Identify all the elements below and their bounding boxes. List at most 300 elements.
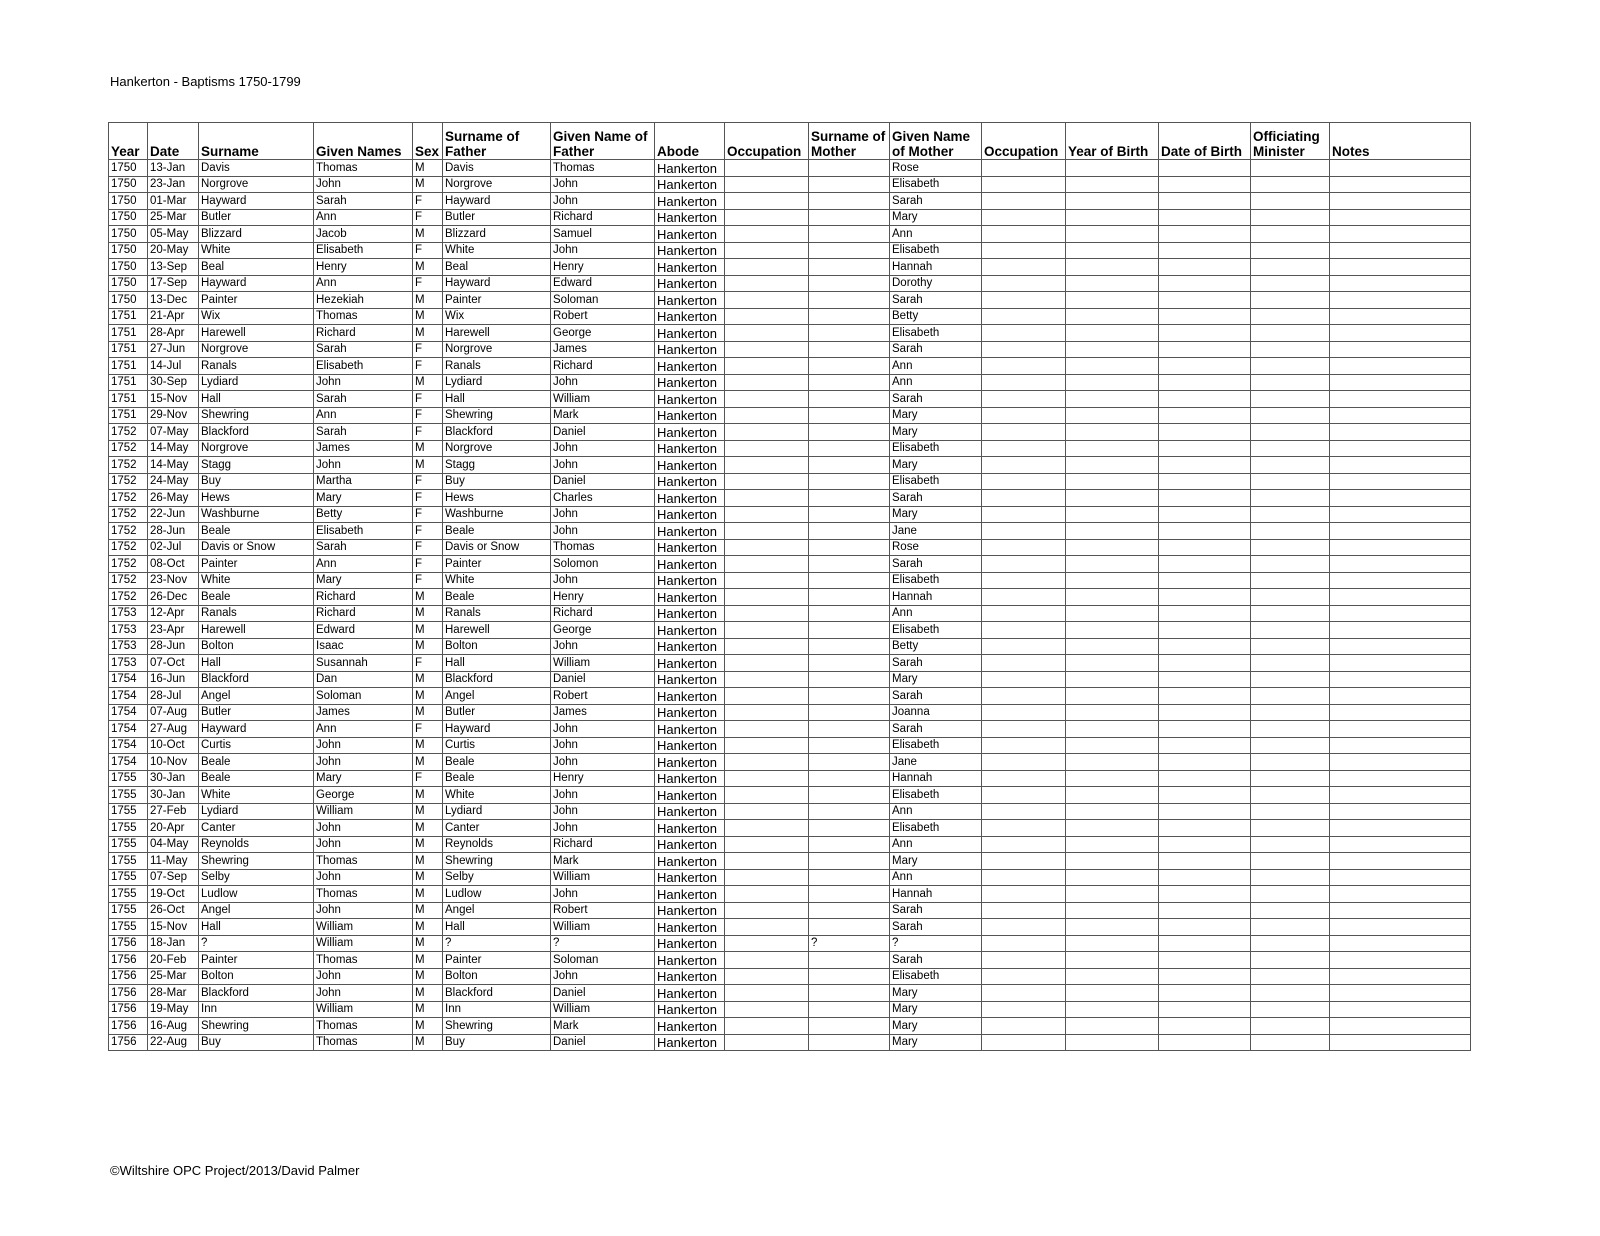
cell-father-surname: Ranals — [443, 358, 551, 375]
cell-mother-surname — [809, 523, 890, 540]
cell-given-names: Richard — [314, 325, 413, 342]
cell-notes — [1330, 506, 1471, 523]
cell-notes — [1330, 473, 1471, 490]
cell-mother-surname — [809, 424, 890, 441]
cell-date-of-birth — [1159, 506, 1251, 523]
cell-date-of-birth — [1159, 539, 1251, 556]
cell-occupation — [725, 176, 809, 193]
cell-mother-surname — [809, 490, 890, 507]
cell-year-of-birth — [1066, 391, 1159, 408]
cell-date: 01-Mar — [148, 193, 199, 210]
cell-date-of-birth — [1159, 605, 1251, 622]
cell-notes — [1330, 490, 1471, 507]
cell-father-surname: Beale — [443, 523, 551, 540]
cell-occupation — [725, 754, 809, 771]
cell-given-names: William — [314, 803, 413, 820]
cell-father-surname: Inn — [443, 1001, 551, 1018]
cell-sex: M — [413, 176, 443, 193]
cell-officiating-minister — [1251, 935, 1330, 952]
cell-date-of-birth — [1159, 556, 1251, 573]
cell-date: 07-Sep — [148, 869, 199, 886]
cell-mother-surname — [809, 820, 890, 837]
cell-notes — [1330, 391, 1471, 408]
cell-father-given-name: Daniel — [551, 473, 655, 490]
cell-mother-surname — [809, 358, 890, 375]
cell-notes — [1330, 440, 1471, 457]
cell-abode: Hankerton — [655, 820, 725, 837]
cell-mother-given-name: Elisabeth — [890, 325, 982, 342]
cell-mother-surname — [809, 209, 890, 226]
cell-father-surname: Buy — [443, 473, 551, 490]
cell-notes — [1330, 886, 1471, 903]
cell-year: 1755 — [109, 836, 148, 853]
cell-date: 26-May — [148, 490, 199, 507]
cell-year-of-birth — [1066, 358, 1159, 375]
cell-father-surname: Painter — [443, 556, 551, 573]
table-row — [109, 1034, 1471, 1051]
cell-given-names: Jacob — [314, 226, 413, 243]
cell-date: 20-Feb — [148, 952, 199, 969]
cell-sex: M — [413, 935, 443, 952]
cell-mother-given-name: Elisabeth — [890, 440, 982, 457]
cell-year: 1750 — [109, 193, 148, 210]
cell-surname: White — [199, 787, 314, 804]
cell-mother-surname — [809, 292, 890, 309]
cell-father-given-name: James — [551, 704, 655, 721]
cell-notes — [1330, 803, 1471, 820]
cell-officiating-minister — [1251, 358, 1330, 375]
cell-year: 1752 — [109, 440, 148, 457]
cell-mother-surname — [809, 688, 890, 705]
cell-occupation — [725, 952, 809, 969]
cell-officiating-minister — [1251, 506, 1330, 523]
cell-mother-surname — [809, 589, 890, 606]
cell-date-of-birth — [1159, 440, 1251, 457]
cell-given-names: Thomas — [314, 853, 413, 870]
cell-mother-given-name: Elisabeth — [890, 473, 982, 490]
cell-father-given-name: George — [551, 622, 655, 639]
cell-given-names: Elisabeth — [314, 523, 413, 540]
cell-officiating-minister — [1251, 374, 1330, 391]
cell-officiating-minister — [1251, 754, 1330, 771]
cell-occupation-2 — [982, 935, 1066, 952]
cell-mother-surname — [809, 506, 890, 523]
cell-father-surname: Hayward — [443, 275, 551, 292]
cell-year: 1751 — [109, 374, 148, 391]
cell-date-of-birth — [1159, 919, 1251, 936]
cell-mother-given-name: Sarah — [890, 556, 982, 573]
cell-sex: M — [413, 605, 443, 622]
cell-occupation — [725, 902, 809, 919]
cell-mother-surname — [809, 787, 890, 804]
cell-notes — [1330, 919, 1471, 936]
cell-occupation — [725, 704, 809, 721]
cell-father-surname: ? — [443, 935, 551, 952]
cell-given-names: Betty — [314, 506, 413, 523]
cell-mother-surname — [809, 704, 890, 721]
cell-occupation-2 — [982, 209, 1066, 226]
table-row — [109, 259, 1471, 276]
cell-surname: Angel — [199, 688, 314, 705]
cell-given-names: Elisabeth — [314, 358, 413, 375]
table-row — [109, 176, 1471, 193]
cell-officiating-minister — [1251, 275, 1330, 292]
cell-surname: Norgrove — [199, 176, 314, 193]
cell-mother-given-name: Mary — [890, 1034, 982, 1051]
cell-year: 1752 — [109, 523, 148, 540]
cell-mother-surname — [809, 869, 890, 886]
cell-date-of-birth — [1159, 952, 1251, 969]
cell-surname: Hall — [199, 655, 314, 672]
cell-sex: F — [413, 209, 443, 226]
cell-sex: M — [413, 952, 443, 969]
cell-surname: Shewring — [199, 407, 314, 424]
cell-given-names: Ann — [314, 275, 413, 292]
cell-date-of-birth — [1159, 374, 1251, 391]
cell-occupation-2 — [982, 704, 1066, 721]
cell-occupation — [725, 935, 809, 952]
cell-year-of-birth — [1066, 490, 1159, 507]
cell-surname: Hayward — [199, 721, 314, 738]
cell-year: 1755 — [109, 919, 148, 936]
cell-date-of-birth — [1159, 358, 1251, 375]
cell-abode: Hankerton — [655, 589, 725, 606]
cell-abode: Hankerton — [655, 407, 725, 424]
cell-notes — [1330, 325, 1471, 342]
cell-officiating-minister — [1251, 655, 1330, 672]
cell-mother-given-name: Mary — [890, 209, 982, 226]
cell-surname: Buy — [199, 1034, 314, 1051]
cell-mother-given-name: Dorothy — [890, 275, 982, 292]
table-row — [109, 820, 1471, 837]
cell-date-of-birth — [1159, 572, 1251, 589]
cell-given-names: Ann — [314, 407, 413, 424]
cell-father-surname: Hayward — [443, 721, 551, 738]
cell-occupation-2 — [982, 919, 1066, 936]
cell-given-names: Sarah — [314, 341, 413, 358]
cell-occupation-2 — [982, 440, 1066, 457]
cell-father-given-name: Richard — [551, 836, 655, 853]
cell-date-of-birth — [1159, 325, 1251, 342]
cell-year: 1751 — [109, 358, 148, 375]
cell-abode: Hankerton — [655, 1018, 725, 1035]
cell-abode: Hankerton — [655, 919, 725, 936]
cell-father-given-name: Mark — [551, 853, 655, 870]
table-row — [109, 655, 1471, 672]
cell-year-of-birth — [1066, 523, 1159, 540]
cell-given-names: Mary — [314, 572, 413, 589]
cell-occupation-2 — [982, 556, 1066, 573]
cell-occupation — [725, 787, 809, 804]
cell-mother-given-name: Elisabeth — [890, 968, 982, 985]
cell-sex: M — [413, 1001, 443, 1018]
cell-date: 04-May — [148, 836, 199, 853]
cell-sex: M — [413, 704, 443, 721]
cell-mother-surname — [809, 407, 890, 424]
cell-occupation-2 — [982, 605, 1066, 622]
cell-date-of-birth — [1159, 259, 1251, 276]
cell-father-given-name: John — [551, 242, 655, 259]
cell-notes — [1330, 1018, 1471, 1035]
cell-notes — [1330, 1001, 1471, 1018]
cell-father-given-name: Henry — [551, 259, 655, 276]
cell-year: 1750 — [109, 259, 148, 276]
cell-occupation-2 — [982, 275, 1066, 292]
cell-abode: Hankerton — [655, 391, 725, 408]
cell-year-of-birth — [1066, 440, 1159, 457]
cell-sex: M — [413, 638, 443, 655]
cell-year-of-birth — [1066, 1034, 1159, 1051]
table-row — [109, 308, 1471, 325]
cell-surname: Ranals — [199, 605, 314, 622]
cell-abode: Hankerton — [655, 556, 725, 573]
cell-father-surname: Hayward — [443, 193, 551, 210]
table-row — [109, 721, 1471, 738]
cell-occupation — [725, 242, 809, 259]
cell-year-of-birth — [1066, 506, 1159, 523]
cell-given-names: Richard — [314, 589, 413, 606]
cell-mother-given-name: Elisabeth — [890, 737, 982, 754]
cell-date-of-birth — [1159, 160, 1251, 177]
cell-abode: Hankerton — [655, 704, 725, 721]
cell-year: 1751 — [109, 308, 148, 325]
cell-occupation-2 — [982, 325, 1066, 342]
cell-abode: Hankerton — [655, 358, 725, 375]
cell-given-names: Hezekiah — [314, 292, 413, 309]
cell-notes — [1330, 721, 1471, 738]
cell-notes — [1330, 523, 1471, 540]
cell-date: 02-Jul — [148, 539, 199, 556]
cell-surname: Blizzard — [199, 226, 314, 243]
cell-date-of-birth — [1159, 787, 1251, 804]
cell-notes — [1330, 374, 1471, 391]
cell-occupation — [725, 490, 809, 507]
cell-date-of-birth — [1159, 523, 1251, 540]
cell-notes — [1330, 754, 1471, 771]
cell-surname: Painter — [199, 952, 314, 969]
cell-sex: M — [413, 869, 443, 886]
cell-abode: Hankerton — [655, 275, 725, 292]
cell-year: 1752 — [109, 572, 148, 589]
cell-year: 1756 — [109, 952, 148, 969]
column-header-given-names: Given Names — [314, 123, 413, 160]
cell-date-of-birth — [1159, 473, 1251, 490]
cell-abode: Hankerton — [655, 671, 725, 688]
cell-mother-surname — [809, 671, 890, 688]
cell-year-of-birth — [1066, 209, 1159, 226]
cell-date-of-birth — [1159, 176, 1251, 193]
cell-abode: Hankerton — [655, 952, 725, 969]
cell-mother-surname — [809, 902, 890, 919]
cell-date-of-birth — [1159, 886, 1251, 903]
cell-father-given-name: John — [551, 787, 655, 804]
cell-occupation — [725, 473, 809, 490]
cell-year-of-birth — [1066, 985, 1159, 1002]
cell-notes — [1330, 539, 1471, 556]
column-header-father-given-name: Given Name of Father — [551, 123, 655, 160]
cell-date-of-birth — [1159, 985, 1251, 1002]
cell-officiating-minister — [1251, 952, 1330, 969]
cell-date: 10-Oct — [148, 737, 199, 754]
cell-date: 08-Oct — [148, 556, 199, 573]
cell-given-names: Thomas — [314, 160, 413, 177]
cell-mother-given-name: Jane — [890, 754, 982, 771]
cell-date: 29-Nov — [148, 407, 199, 424]
cell-notes — [1330, 836, 1471, 853]
cell-notes — [1330, 869, 1471, 886]
cell-officiating-minister — [1251, 622, 1330, 639]
cell-officiating-minister — [1251, 968, 1330, 985]
cell-occupation — [725, 869, 809, 886]
cell-mother-surname — [809, 803, 890, 820]
cell-father-surname: Stagg — [443, 457, 551, 474]
cell-mother-given-name: ? — [890, 935, 982, 952]
cell-occupation-2 — [982, 473, 1066, 490]
cell-notes — [1330, 275, 1471, 292]
cell-date: 27-Jun — [148, 341, 199, 358]
cell-father-surname: Lydiard — [443, 803, 551, 820]
cell-occupation-2 — [982, 506, 1066, 523]
cell-father-given-name: Charles — [551, 490, 655, 507]
cell-sex: M — [413, 803, 443, 820]
cell-mother-given-name: Mary — [890, 671, 982, 688]
column-header-sex: Sex — [413, 123, 443, 160]
cell-date-of-birth — [1159, 242, 1251, 259]
cell-date: 17-Sep — [148, 275, 199, 292]
cell-surname: Beale — [199, 754, 314, 771]
cell-date-of-birth — [1159, 589, 1251, 606]
cell-occupation-2 — [982, 308, 1066, 325]
cell-occupation — [725, 358, 809, 375]
cell-surname: Buy — [199, 473, 314, 490]
cell-given-names: William — [314, 1001, 413, 1018]
cell-date: 18-Jan — [148, 935, 199, 952]
cell-father-given-name: John — [551, 968, 655, 985]
cell-occupation — [725, 836, 809, 853]
cell-mother-given-name: Elisabeth — [890, 622, 982, 639]
cell-date: 30-Jan — [148, 770, 199, 787]
cell-year: 1755 — [109, 902, 148, 919]
cell-occupation-2 — [982, 622, 1066, 639]
cell-year-of-birth — [1066, 539, 1159, 556]
cell-occupation — [725, 622, 809, 639]
cell-given-names: Thomas — [314, 308, 413, 325]
column-header-father-surname: Surname of Father — [443, 123, 551, 160]
table-row — [109, 671, 1471, 688]
cell-year-of-birth — [1066, 176, 1159, 193]
cell-notes — [1330, 605, 1471, 622]
cell-year-of-birth — [1066, 160, 1159, 177]
table-row — [109, 853, 1471, 870]
cell-date: 23-Jan — [148, 176, 199, 193]
cell-abode: Hankerton — [655, 539, 725, 556]
cell-notes — [1330, 985, 1471, 1002]
column-header-mother-given-name: Given Name of Mother — [890, 123, 982, 160]
cell-mother-given-name: Hannah — [890, 886, 982, 903]
cell-year-of-birth — [1066, 424, 1159, 441]
cell-given-names: Sarah — [314, 391, 413, 408]
table-row — [109, 1018, 1471, 1035]
table-row — [109, 341, 1471, 358]
cell-father-surname: Butler — [443, 704, 551, 721]
table-row — [109, 292, 1471, 309]
cell-sex: F — [413, 506, 443, 523]
cell-officiating-minister — [1251, 556, 1330, 573]
cell-occupation-2 — [982, 671, 1066, 688]
cell-father-given-name: Daniel — [551, 985, 655, 1002]
cell-father-given-name: Richard — [551, 358, 655, 375]
cell-mother-surname — [809, 952, 890, 969]
cell-abode: Hankerton — [655, 737, 725, 754]
cell-mother-given-name: Ann — [890, 869, 982, 886]
cell-mother-surname — [809, 968, 890, 985]
cell-date-of-birth — [1159, 407, 1251, 424]
cell-sex: M — [413, 853, 443, 870]
cell-year-of-birth — [1066, 721, 1159, 738]
cell-date-of-birth — [1159, 1001, 1251, 1018]
column-header-mother-surname: Surname of Mother — [809, 123, 890, 160]
cell-notes — [1330, 308, 1471, 325]
cell-year: 1751 — [109, 325, 148, 342]
cell-mother-surname — [809, 341, 890, 358]
cell-surname: Angel — [199, 902, 314, 919]
cell-year: 1752 — [109, 424, 148, 441]
cell-mother-surname — [809, 457, 890, 474]
cell-officiating-minister — [1251, 473, 1330, 490]
cell-father-surname: Butler — [443, 209, 551, 226]
cell-father-surname: Hall — [443, 655, 551, 672]
cell-father-given-name: Thomas — [551, 160, 655, 177]
cell-occupation — [725, 193, 809, 210]
cell-occupation-2 — [982, 820, 1066, 837]
cell-mother-given-name: Hannah — [890, 259, 982, 276]
cell-abode: Hankerton — [655, 424, 725, 441]
cell-year-of-birth — [1066, 308, 1159, 325]
cell-year: 1752 — [109, 490, 148, 507]
cell-occupation-2 — [982, 770, 1066, 787]
cell-notes — [1330, 820, 1471, 837]
cell-occupation — [725, 341, 809, 358]
cell-date: 27-Feb — [148, 803, 199, 820]
cell-mother-surname — [809, 556, 890, 573]
cell-date: 15-Nov — [148, 919, 199, 936]
cell-abode: Hankerton — [655, 754, 725, 771]
cell-mother-surname — [809, 374, 890, 391]
cell-sex: F — [413, 572, 443, 589]
cell-given-names: Sarah — [314, 424, 413, 441]
table-row — [109, 935, 1471, 952]
cell-officiating-minister — [1251, 704, 1330, 721]
cell-surname: Davis — [199, 160, 314, 177]
cell-date: 14-Jul — [148, 358, 199, 375]
cell-year-of-birth — [1066, 671, 1159, 688]
cell-father-given-name: Mark — [551, 1018, 655, 1035]
cell-father-given-name: John — [551, 193, 655, 210]
cell-father-given-name: John — [551, 638, 655, 655]
cell-abode: Hankerton — [655, 572, 725, 589]
cell-sex: M — [413, 787, 443, 804]
cell-date: 30-Jan — [148, 787, 199, 804]
cell-date-of-birth — [1159, 226, 1251, 243]
cell-sex: M — [413, 737, 443, 754]
cell-occupation — [725, 688, 809, 705]
cell-father-given-name: William — [551, 919, 655, 936]
cell-father-given-name: Richard — [551, 605, 655, 622]
cell-mother-given-name: Ann — [890, 836, 982, 853]
cell-surname: Beale — [199, 589, 314, 606]
cell-occupation — [725, 1034, 809, 1051]
cell-surname: Inn — [199, 1001, 314, 1018]
